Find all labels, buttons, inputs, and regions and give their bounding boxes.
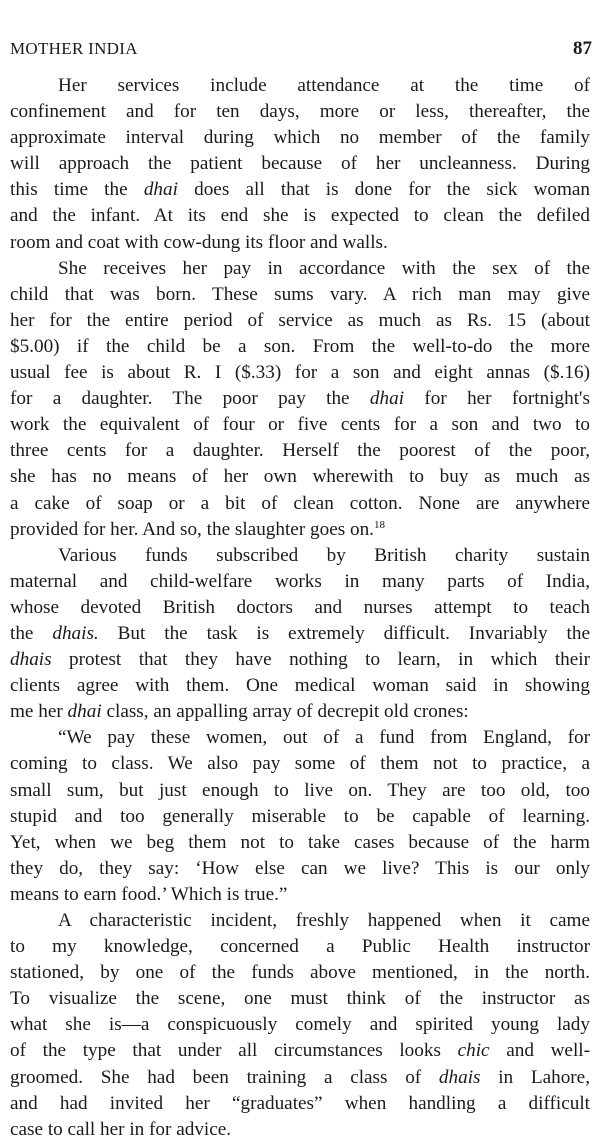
text-line: A characteristic incident, freshly happened when it came bbox=[58, 910, 590, 931]
italic-term: dhais bbox=[10, 649, 52, 671]
text-line: coming to class. We also pay some of them not to practice, a bbox=[10, 753, 590, 775]
text-line: usual fee is about R. I ($.33) for a son and eight annas ($.16) bbox=[10, 362, 590, 384]
text-line: for a daughter. The poor pay the dhai for her fortnight's bbox=[10, 388, 590, 410]
paragraph bbox=[10, 543, 590, 726]
text-line: and had invited her “graduates” when handling a difficult bbox=[10, 1092, 590, 1114]
text-line: whose devoted British doctors and nurses attempt to teach bbox=[10, 596, 590, 618]
text-line: To visualize the scene, one must think of the instructor as bbox=[10, 988, 590, 1010]
text-line: will approach the patient because of her uncleanness. During bbox=[10, 153, 590, 175]
text-line: the dhais. But the task is extremely difficult. Invariably the bbox=[10, 622, 590, 644]
text-line: room and coat with cow-dung its floor and walls. bbox=[10, 231, 388, 253]
italic-term: dhais. bbox=[52, 622, 99, 644]
text-line: dhais protest that they have nothing to learn, in which their bbox=[10, 649, 590, 671]
text-line: what she is—a conspicuously comely and spirited young lady bbox=[10, 1014, 590, 1036]
text-line: $5.00) if the child be a son. From the well-to-do the more bbox=[10, 335, 590, 357]
text-line: provided for her. And so, the slaughter goes on.$^{18}$ bbox=[10, 518, 385, 540]
text-line: case to call her in for advice. bbox=[10, 1118, 232, 1140]
text-line: small sum, but just enough to live on. They are too old, too bbox=[10, 779, 590, 801]
running-head bbox=[10, 38, 592, 64]
text-line: groomed. She had been training a class of dhais in Lahore, bbox=[10, 1066, 590, 1088]
text-line: clients agree with them. One medical woman said in showing bbox=[10, 675, 590, 697]
text-line: they do, they say: ‘How else can we live? This is our only bbox=[10, 857, 590, 879]
text-line: confinement and for ten days, more or less, thereafter, the bbox=[10, 101, 590, 123]
text-line: “We pay these women, out of a fund from England, for bbox=[58, 727, 590, 749]
paragraph bbox=[10, 73, 590, 256]
italic-term: dhai bbox=[67, 701, 102, 723]
text-line: three cents for a daughter. Herself the poorest of the poor, bbox=[10, 440, 590, 462]
running-title: MOTHER INDIA bbox=[10, 39, 138, 58]
text-line: child that was born. These sums vary. A rich man may give bbox=[10, 283, 590, 305]
italic-term: dhais bbox=[438, 1066, 481, 1088]
text-line: a cake of soap or a bit of clean cotton. None are anywhere bbox=[10, 492, 590, 514]
text-line: work the equivalent of four or five cents for a son and two to bbox=[10, 414, 590, 436]
text-line: means to earn food.’ Which is true.” bbox=[10, 883, 288, 905]
text-line: approximate interval during which no member of the family bbox=[10, 127, 590, 149]
paragraph bbox=[10, 725, 590, 908]
text-line: Yet, when we beg them not to take cases because of the harm bbox=[10, 831, 590, 853]
text-line: Her services include attendance at the time of bbox=[58, 75, 590, 96]
text-line: Various funds subscribed by British charity sustain bbox=[58, 544, 590, 566]
text-line: to my knowledge, concerned a Public Health instructor bbox=[10, 936, 590, 958]
text-line: She receives her pay in accordance with the sex of the bbox=[58, 257, 590, 279]
text-line: maternal and child-welfare works in many parts of India, bbox=[10, 570, 590, 592]
text-line: and the infant. At its end she is expected to clean the defiled bbox=[10, 205, 590, 227]
body-text bbox=[10, 73, 590, 1143]
footnote-marker: 18 bbox=[373, 518, 385, 531]
text-line: stupid and too generally miserable to be capable of learning. bbox=[10, 805, 590, 827]
text-line: her for the entire period of service as much as Rs. 15 (about bbox=[10, 309, 590, 331]
text-line: stationed, by one of the funds above mentioned, in the north. bbox=[10, 962, 590, 984]
italic-term: dhai bbox=[143, 179, 178, 201]
text-line: she has no means of her own wherewith to buy as much as bbox=[10, 466, 590, 488]
italic-term: chic bbox=[457, 1040, 490, 1062]
text-line: of the type that under all circumstances looks chic and well- bbox=[10, 1040, 590, 1062]
text-line: me her dhai class, an appalling array of decrepit old crones: bbox=[10, 701, 469, 723]
paragraph bbox=[10, 256, 590, 543]
text-line: this time the dhai does all that is done for the sick woman bbox=[10, 179, 590, 201]
italic-term: dhai bbox=[369, 388, 405, 410]
paragraph bbox=[10, 908, 590, 1143]
page-number: 87 bbox=[573, 38, 592, 59]
